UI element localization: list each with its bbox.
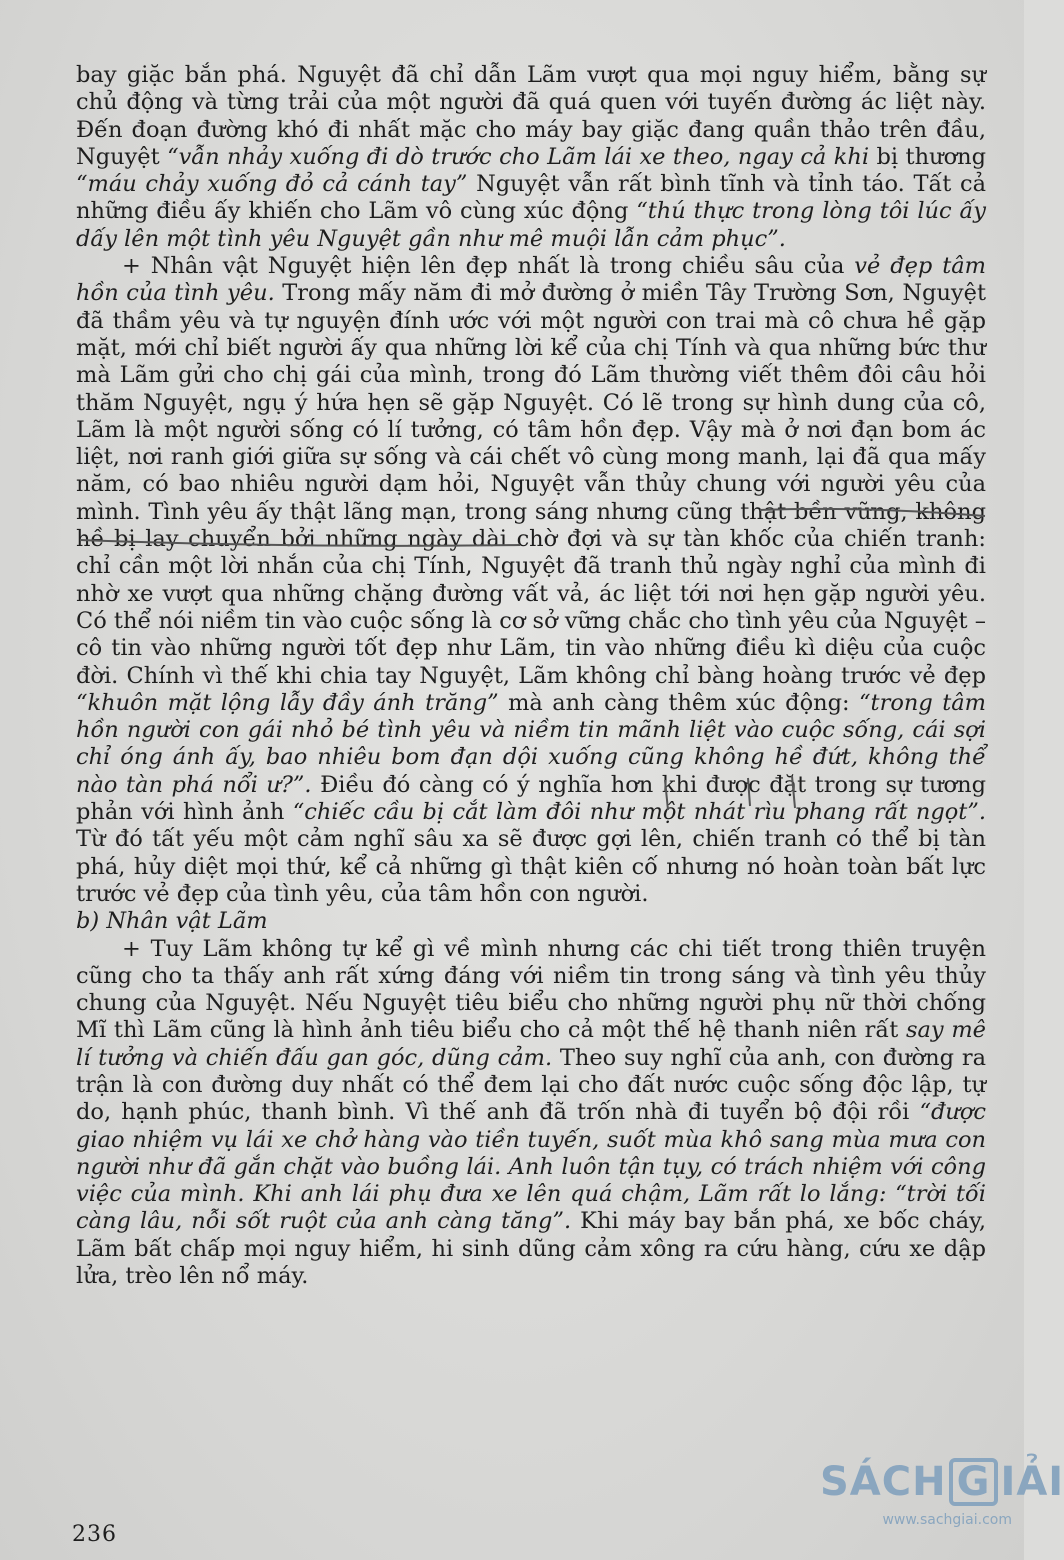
paragraph-nguyet-love: + Nhân vật Nguyệt hiện lên đẹp nhất là trong chiều sâu của vẻ đẹp tâm hồn của tình yêu. Trong mấy năm đi mở đường ở miền Tây Trường Sơn, Nguyệt đã thầm yêu và tự nguyện đính ước với một người con trai mà cô chưa hề gặp mặt, mới chỉ biết người ấy qua những lời kể của chị Tính và qua những bức thư mà Lãm gửi cho chị gái của mình, trong đó Lãm thường viết thêm đôi câu hỏi thăm Nguyệt, ngụ ý hứa hẹn sẽ gặp Nguyệt. Có lẽ trong sự hình dung của cô, Lãm là một người sống có lí tưởng, có tâm hồn đẹp. Vậy mà ở nơi đạn bom ác liệt, nơi ranh giới giữa sự sống và cái chết vô cùng mong manh, lại đã qua mấy năm, có bao nhiêu người dạm hỏi, Nguyệt vẫn thủy chung với người yêu của mình. Tình yêu ấy thật lãng mạn, trong sáng nhưng cũng thật bền vững, không hề bị lay chuyển bởi những ngày dài chờ đợi và sự tàn khốc của chiến tranh: chỉ cần một lời nhắn của chị Tính, Nguyệt đã tranh thủ ngày nghỉ của mình đi nhờ xe vượt qua những chặng đường vất vả, ác liệt tới nơi hẹn gặp người yêu. Có thể nói niềm tin vào cuộc sống là cơ sở vững chắc cho tình yêu của Nguyệt – cô tin vào những người tốt đẹp như Lãm, tin vào những điều kì diệu của cuộc đời. Chính vì thế khi chia tay Nguyệt, Lãm không chỉ bàng hoàng trước vẻ đẹp “khuôn mặt lộng lẫy đầy ánh trăng” mà anh càng thêm xúc động: “trong tâm hồn người con gái nhỏ bé tình yêu và niềm tin mãnh liệt vào cuộc sống, cái sợi chỉ óng ánh ấy, bao nhiêu bom đạn dội xuống cũng không hề đứt, không thể nào tàn phá nổi ư?”. Điều đó càng có ý nghĩa hơn khi được đặt trong sự tương phản với hình ảnh “chiếc cầu bị cắt làm đôi như một nhát rìu phang rất ngọt”. Từ đó tất yếu một cảm nghĩ sâu xa sẽ được gợi lên, chiến tranh có thể bị tàn phá, hủy diệt mọi thứ, kể cả những gì thật kiên cố nhưng nó hoàn toàn bất lực trước vẻ đẹp của tình yêu, của tâm hồn con người. bbox=[76, 253, 987, 907]
pen-ticks bbox=[665, 776, 795, 810]
watermark-url: www.sachgiai.com bbox=[882, 1512, 1012, 1528]
watermark-box-letter: G bbox=[949, 1458, 999, 1506]
pen-underline-1 bbox=[760, 509, 985, 516]
paragraph-lam: + Tuy Lãm không tự kể gì về mình nhưng các chi tiết trong thiên truyện cũng cho ta thấy anh rất xứng đáng với niềm tin trong sáng và tình yêu thủy chung của Nguyệt. Nếu Nguyệt tiêu biểu cho những người phụ nữ thời chống Mĩ thì Lãm cũng là hình ảnh tiêu biểu cho cả một thế hệ thanh niên rất say mê lí tưởng và chiến đấu gan góc, dũng cảm. Theo suy nghĩ của anh, con đường ra trận là con đường duy nhất có thể đem lại cho đất nước cuộc sống độc lập, tự do, hạnh phúc, thanh bình. Vì thế anh đã trốn nhà đi tuyển bộ đội rồi “được giao nhiệm vụ lái xe chở hàng vào tiền tuyến, suốt mùa khô sang mùa mưa con người như đã gắn chặt vào buồng lái. Anh luôn tận tụy, có trách nhiệm với công việc của mình. Khi anh lái phụ đưa xe lên quá chậm, Lãm rất lo lắng: “trời tối càng lâu, nỗi sốt ruột của anh càng tăng”. Khi máy bay bắn phá, xe bốc cháy, Lãm bất chấp mọi nguy hiểm, hi sinh dũng cảm xông ra cứu hàng, cứu xe dập lửa, trèo lên nổ máy. bbox=[76, 935, 986, 1290]
section-heading-b: b) Nhân vật Lãm bbox=[76, 908, 268, 935]
paragraph-1: bay giặc bắn phá. Nguyệt đã chỉ dẫn Lãm vượt qua mọi nguy hiểm, bằng sự chủ động và từng trải của một người đã quá quen với tuyến đường ác liệt này. Đến đoạn đường khó đi nhất mặc cho máy bay giặc đang quần thảo trên đầu, Nguyệt “vẫn nhảy xuống đi dò trước cho Lãm lái xe theo, ngay cả khi bị thương “máu chảy xuống đỏ cả cánh tay” Nguyệt vẫn rất bình tĩnh và tỉnh táo. Tất cả những điều ấy khiến cho Lãm vô cùng xúc động “thú thực trong lòng tôi lúc ấy dấy lên một tình yêu Nguyệt gần như mê muội lẫn cảm phục”. bbox=[76, 62, 987, 252]
page-number: 236 bbox=[72, 1522, 117, 1547]
pen-underline-2 bbox=[80, 540, 520, 546]
watermark-logo bbox=[820, 1458, 1064, 1548]
watermark-brand: SÁCH G IẢI bbox=[820, 1459, 1064, 1505]
